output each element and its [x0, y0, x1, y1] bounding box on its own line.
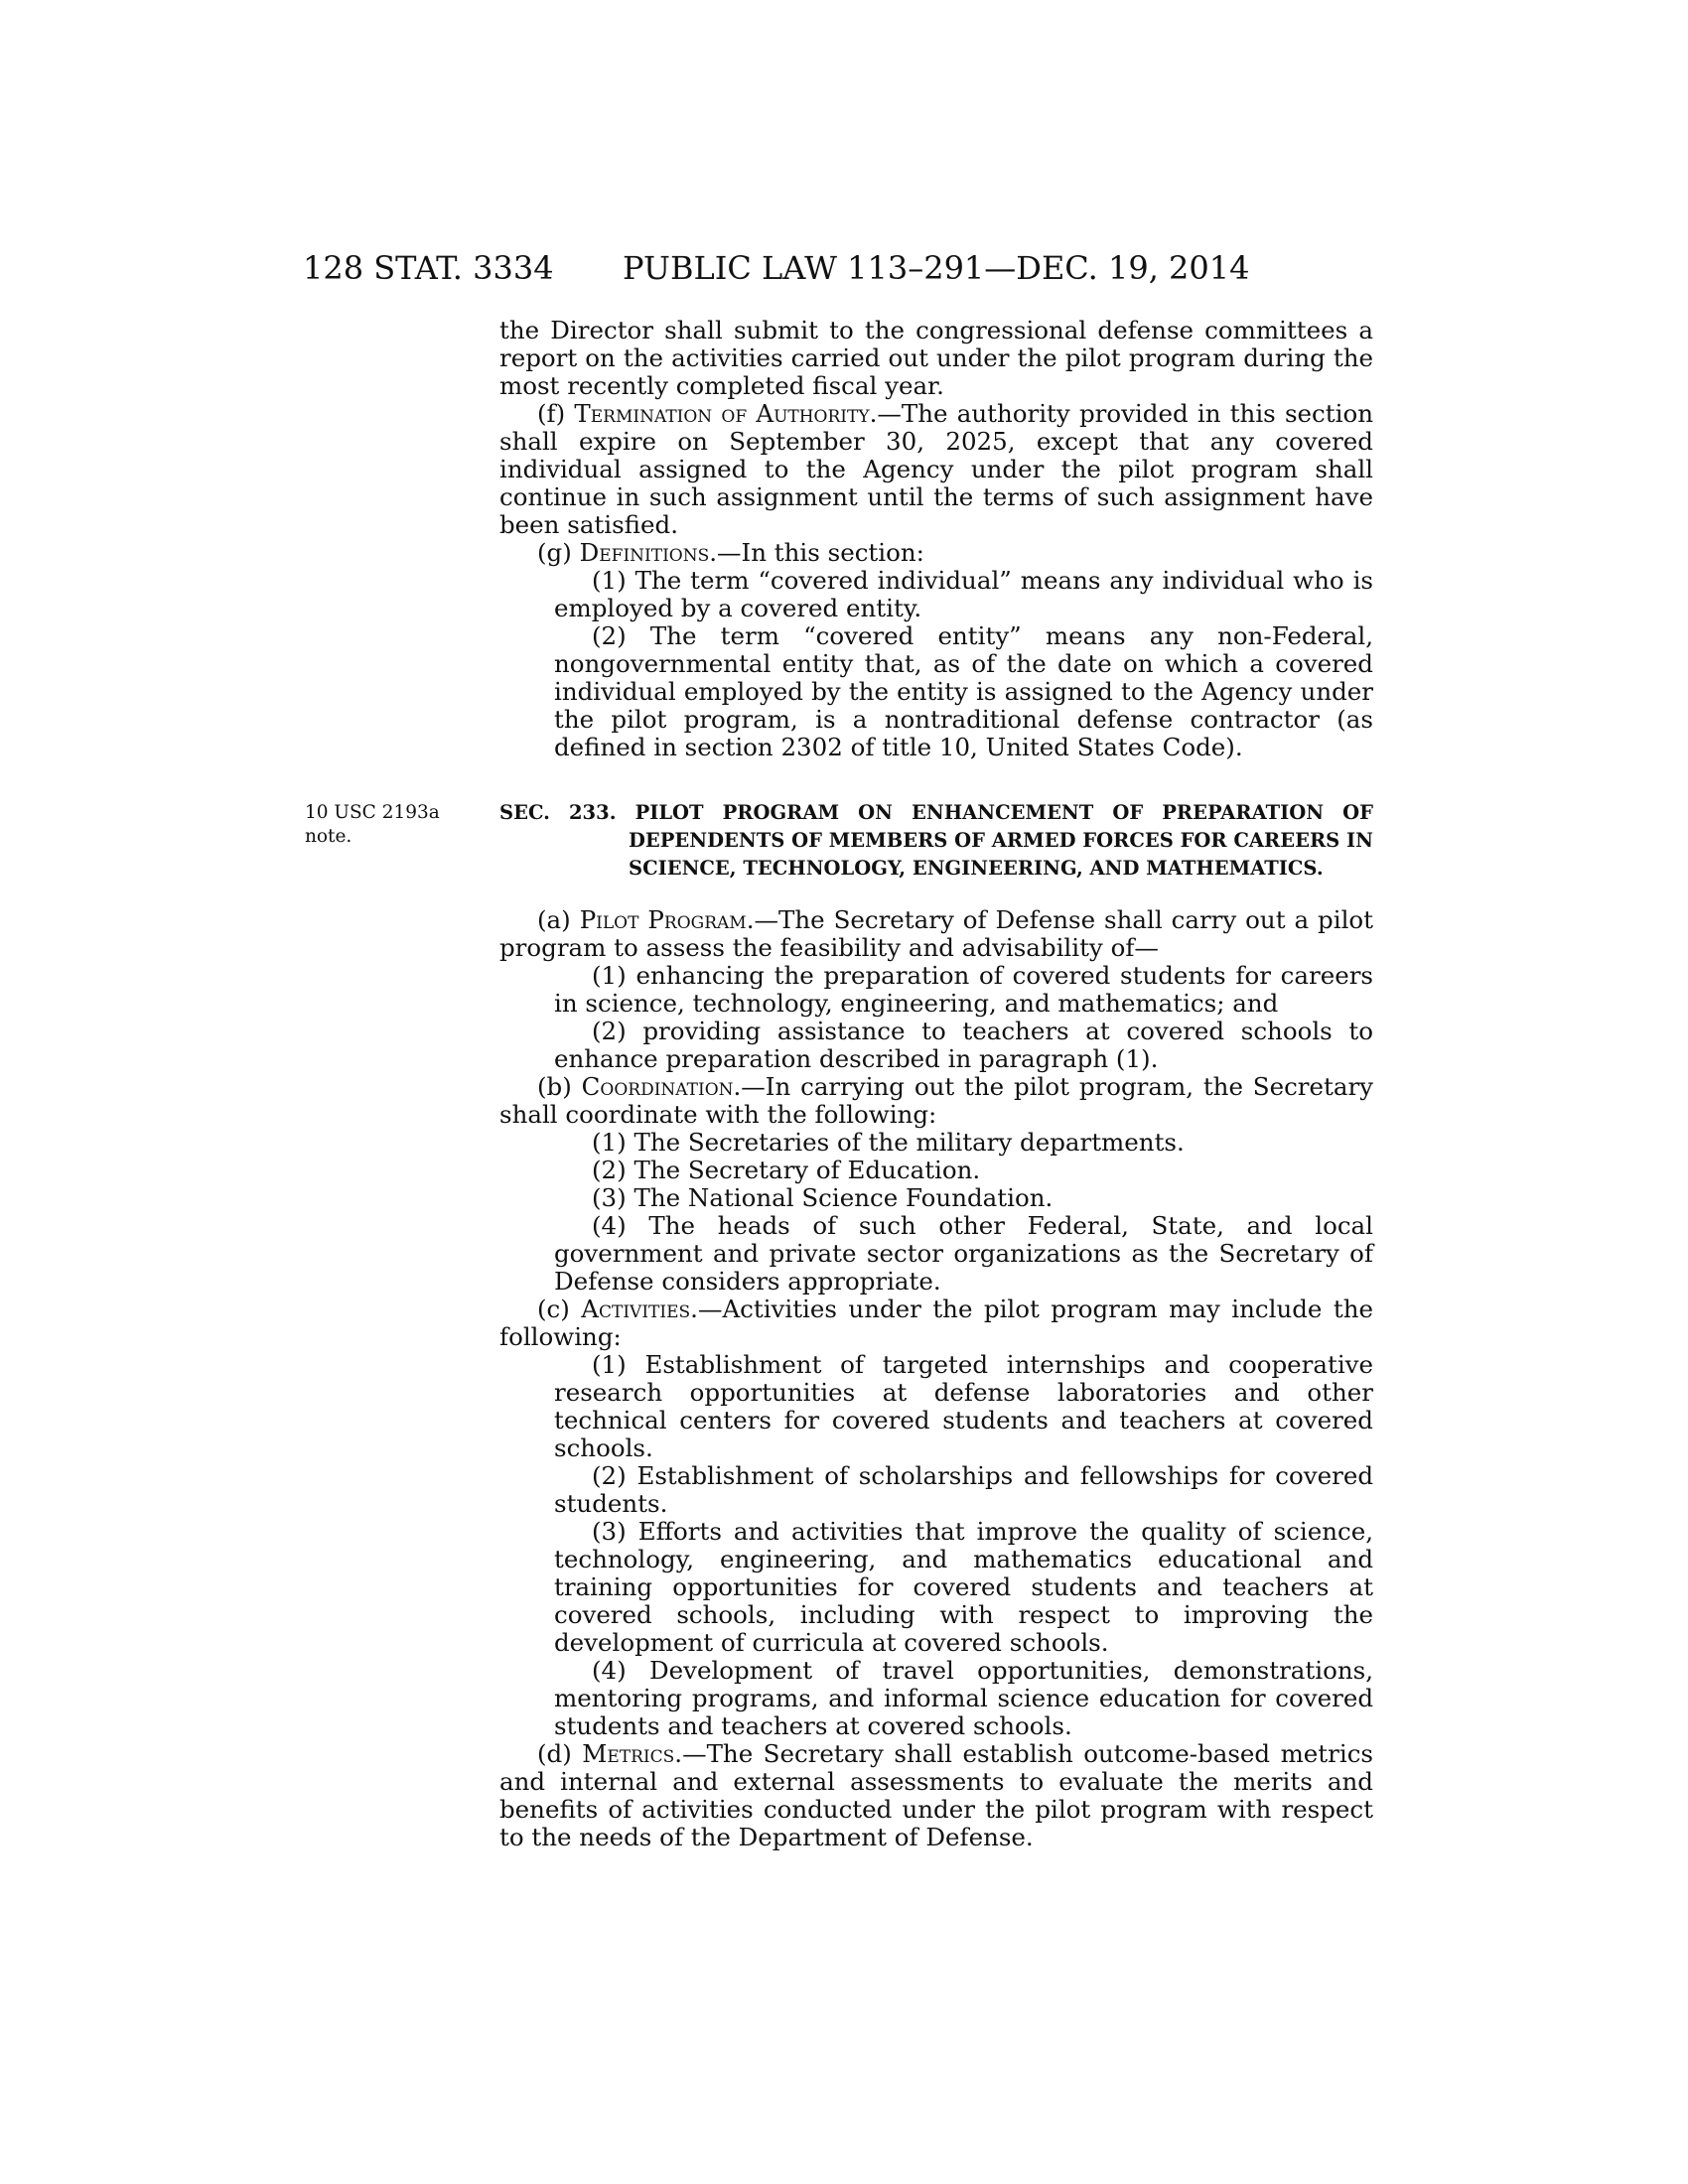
section-233-block — [305, 799, 1373, 883]
section-233-heading: SEC. 233. PILOT PROGRAM ON ENHANCEMENT OF PREPARATION OF DEPENDENTS OF MEMBERS OF ARMED FORCES FOR CAREERS IN SCIENCE, TECHNOLOGY, ENGINEERING, AND MATHEMATICS. — [499, 801, 1373, 880]
subsection-b-item-3: (3) The National Science Foundation. — [592, 1183, 1054, 1212]
subsection-b-item-4: (4) The heads of such other Federal, State, and local government and private sector organizations as the Secretary of Defense considers appropriate. — [554, 1211, 1373, 1296]
subsection-g-text: .—In this section: — [709, 538, 924, 567]
subsection-d-heading: Metrics — [582, 1739, 675, 1768]
subsection-f-label: (f) — [537, 399, 575, 428]
subsection-f — [499, 400, 1373, 539]
subsection-c-text: .—Activities under the pilot program may include the following: — [499, 1295, 1373, 1351]
subsection-a — [499, 906, 1373, 962]
subsection-g-heading: Definitions — [579, 538, 710, 567]
subsection-c-item-3: (3) Efforts and activities that improve the quality of science, technology, engineering, and mathematics educational and training opportunities for covered students and teachers at covered schools, including with respect to improving the development of curricula at covered schools. — [554, 1517, 1373, 1657]
subsection-g-label: (g) — [537, 538, 580, 567]
subsection-a-text: .—The Secretary of Defense shall carry out a pilot program to assess the feasibility and advisability of— — [499, 905, 1374, 962]
subsection-b-label: (b) — [537, 1072, 582, 1101]
subsection-c-heading: Activities — [581, 1295, 691, 1323]
subsection-b-item-2: (2) The Secretary of Education. — [592, 1156, 981, 1184]
subsection-f-text: .—The authority provided in this section shall expire on September 30, 2025, except that any covered individual assigned to the Agency under the pilot program shall continue in such assignment until the terms of such assignment have been satisfied. — [499, 399, 1373, 539]
subsection-b-heading: Coordination — [581, 1072, 734, 1101]
page-reference: 128 STAT. 3334 — [303, 249, 554, 287]
subsection-g — [499, 539, 1373, 567]
subsection-c-label: (c) — [537, 1295, 582, 1323]
law-title: PUBLIC LAW 113–291—DEC. 19, 2014 — [623, 249, 1250, 287]
subsection-a-heading: Pilot Program — [579, 905, 747, 934]
subsection-c-item-2: (2) Establishment of scholarships and fellowships for covered students. — [554, 1461, 1373, 1518]
subsection-b-item-1: (1) The Secretaries of the military departments. — [592, 1128, 1185, 1157]
subsection-d-label: (d) — [537, 1739, 583, 1768]
subsection-b-text: .—In carrying out the pilot program, the Secretary shall coordinate with the following: — [499, 1072, 1374, 1129]
subsection-d-text: .—The Secretary shall establish outcome-based metrics and internal and external assessments to evaluate the merits and benefits of activities conducted under the pilot program with respect to the needs of the Department of Defense. — [499, 1739, 1373, 1851]
subsection-b — [499, 1073, 1373, 1129]
subsection-d — [499, 1740, 1373, 1851]
subsection-a-item-2: (2) providing assistance to teachers at covered schools to enhance preparation described in paragraph (1). — [554, 1017, 1373, 1073]
body-text — [305, 316, 1374, 1851]
subsection-c-item-4: (4) Development of travel opportunities, demonstrations, mentoring programs, and informal science education for covered students and teachers at covered schools. — [554, 1656, 1373, 1740]
subsection-g-item-2: (2) The term “covered entity” means any non-Federal, nongovernmental entity that, as of the date on which a covered individual employed by the entity is assigned to the Agency under the pilot program, is a nontraditional defense contractor (as defined in section 2302 of title 10, United States Code). — [554, 621, 1373, 761]
subsection-g-item-1: (1) The term “covered individual” means any individual who is employed by a covered entity. — [554, 566, 1373, 622]
continuation-paragraph: the Director shall submit to the congressional defense committees a report on the activities carried out under the pilot program during the most recently completed fiscal year. — [499, 316, 1373, 400]
subsection-c — [499, 1296, 1373, 1351]
subsection-a-item-1: (1) enhancing the preparation of covered students for careers in science, technology, engineering, and mathematics; and — [554, 961, 1373, 1018]
subsection-a-label: (a) — [537, 905, 580, 934]
subsection-f-heading: Termination of Authority — [574, 399, 870, 428]
margin-note: 10 USC 2193a note. — [305, 802, 440, 847]
subsection-c-item-1: (1) Establishment of targeted internships and cooperative research opportunities at defense laboratories and other technical centers for covered students and teachers at covered schools. — [554, 1350, 1373, 1462]
